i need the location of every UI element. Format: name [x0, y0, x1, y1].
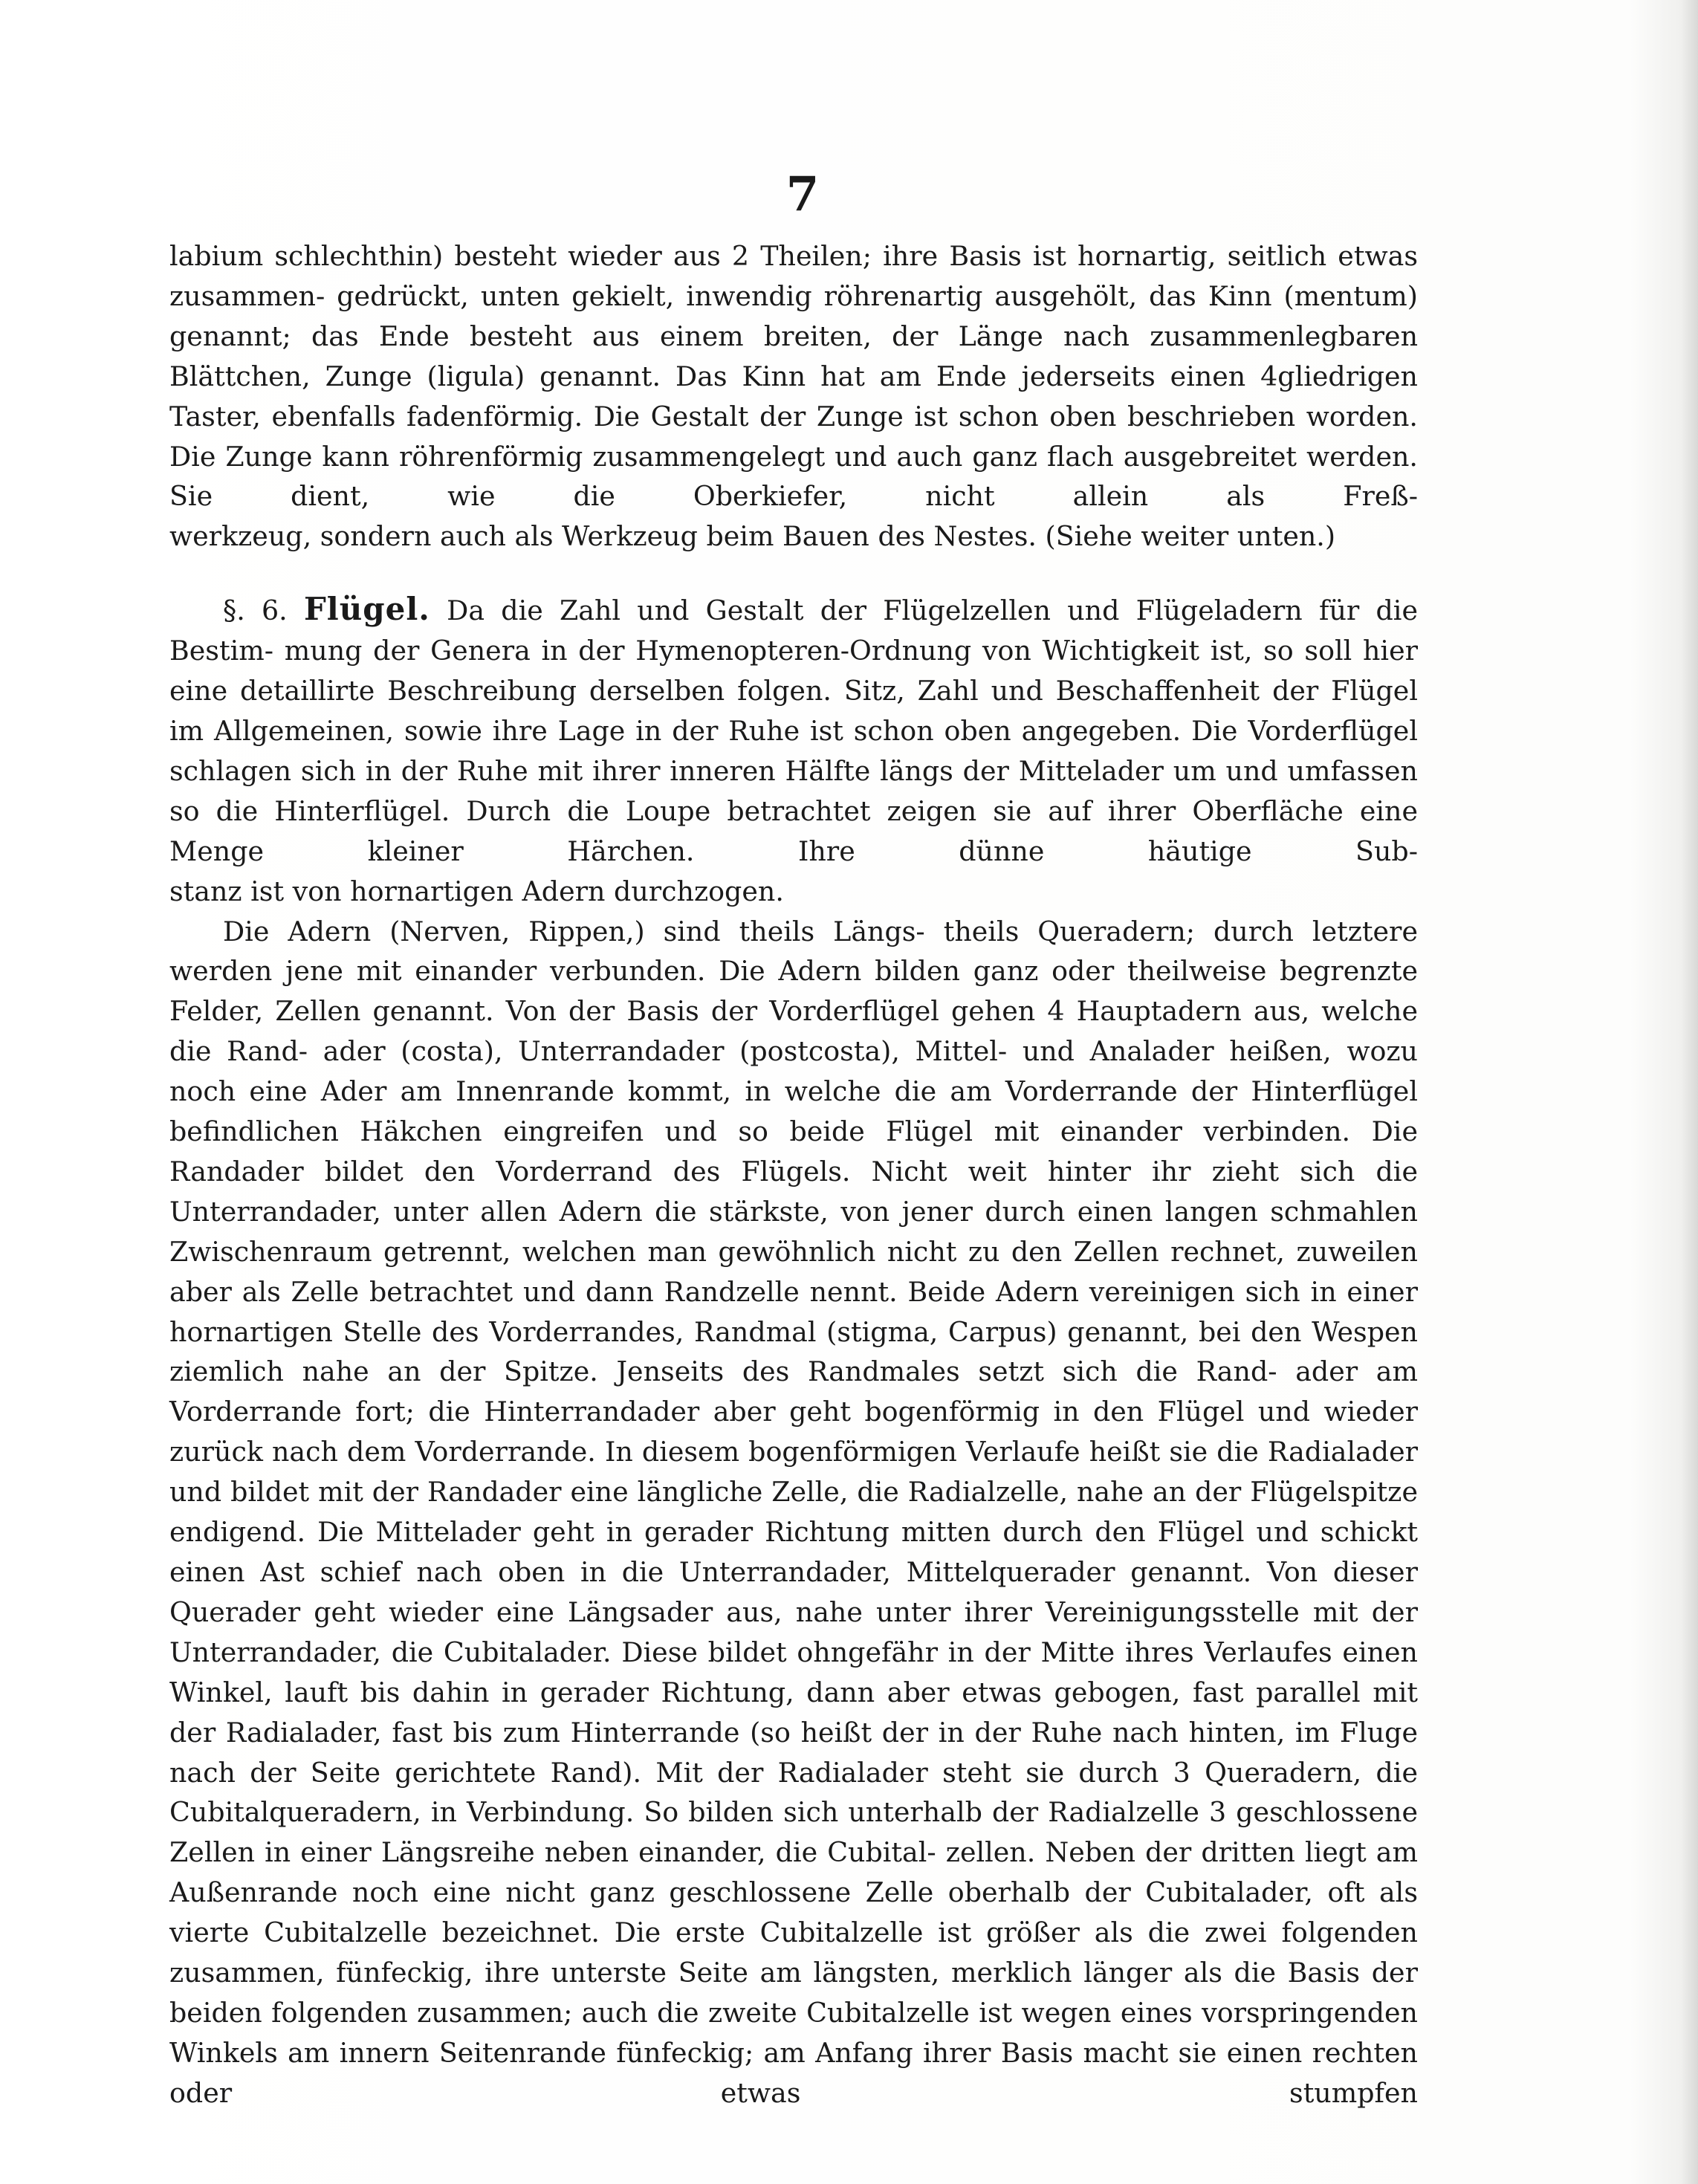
text-line: beiden folgenden zusammen; auch die zweite Cubitalzelle ist wegen eines vorspringenden Winkels am — [169, 1996, 1418, 2069]
text-line: ader am Vorderrande fort; die Hinterrandader aber geht bogenförmig in den Flügel und wieder — [169, 1355, 1419, 1428]
text-line: ihre Lage in der Ruhe ist schon oben angegeben. Die Vorderflügel schlagen sich in der Ruhe mit — [169, 714, 1418, 787]
text-line: genannt. Von der Basis der Vorderflügel gehen 4 Hauptadern aus, welche die Rand- — [169, 995, 1418, 1068]
paragraph-adern — [169, 912, 1418, 2113]
text-line: Das Kinn hat am Ende jederseits einen 4gliedrigen Taster, ebenfalls fadenförmig. Die — [169, 360, 1418, 432]
section-number: §. 6. — [223, 594, 288, 627]
text-line: Die Mittelader geht in gerader Richtung mitten durch den Flügel und schickt einen Ast schief — [169, 1516, 1418, 1588]
text-line: zurück nach dem Vorderrande. In diesem bogenförmigen Verlaufe heißt sie die Radialader und — [169, 1436, 1418, 1509]
text-line: Richtung, dann aber etwas gebogen, fast parallel mit der Radialader, fast bis zum Hinterrande — [169, 1676, 1419, 1749]
section-heading: Flügel. — [303, 591, 430, 628]
text-line: mung der Genera in der Hymenopteren-Ordnung von Wichtigkeit ist, so soll hier eine detaillirte — [169, 635, 1418, 707]
text-line: (so heißt der in der Ruhe nach hinten, im Fluge nach der Seite gerichtete Rand). Mit der — [169, 1716, 1419, 1789]
text-line: des Flügels. Nicht weit hinter ihr zieht sich die Unterrandader, unter allen Adern die — [169, 1155, 1418, 1228]
text-line: Die Adern (Nerven, Rippen,) sind theils Längs- theils Queradern; durch letztere werden — [169, 915, 1418, 988]
text-line: eingreifen und so beide Flügel mit einander verbinden. Die Randader bildet den Vorderrand — [169, 1115, 1418, 1187]
text-line: Diese bildet ohngefähr in der Mitte ihres Verlaufes einen Winkel, lauft bis dahin in gerader — [169, 1636, 1418, 1708]
text-line: zellen. Neben der dritten liegt am Außenrande noch eine nicht ganz geschlossene Zelle oberhalb — [169, 1836, 1418, 1909]
page-number: 7 — [785, 166, 820, 222]
text-line: genannt, bei den Wespen ziemlich nahe an der Spitze. Jenseits des Randmales setzt sich die Rand- — [169, 1315, 1418, 1388]
paragraph-fluegel-end — [169, 872, 1418, 912]
text-line: stärkste, von jener durch einen langen schmahlen Zwischenraum getrennt, welchen man gewöhnlich — [169, 1195, 1418, 1268]
text-line: nach oben in die Unterrandader, Mittelquerader genannt. Von dieser Querader geht wieder — [169, 1556, 1418, 1628]
text-line: folgenden zusammen, fünfeckig, ihre unterste Seite am längsten, merklich länger als die Basis der — [169, 1916, 1418, 1989]
text-line: bildet mit der Randader eine längliche Zelle, die Radialzelle, nahe an der Flügelspitze endigend. — [169, 1476, 1418, 1549]
paragraph-labium — [169, 236, 1418, 516]
text-line: nicht zu den Zellen rechnet, zuweilen aber als Zelle betrachtet und dann Randzelle nennt. Beide — [169, 1235, 1418, 1308]
text-line: Gestalt der Zunge ist schon oben beschrieben worden. Die Zunge kann röhrenförmig zusammengelegt — [169, 400, 1418, 473]
text-line: Adern vereinigen sich in einer hornartigen Stelle des Vorderrandes, Randmal (stigma, Carpus) — [169, 1275, 1418, 1348]
text-line: Da die Zahl und Gestalt der Flügelzellen und Flügeladern für die Bestim- — [169, 594, 1418, 667]
text-line: Beschreibung derselben folgen. Sitz, Zahl und Beschaffenheit der Flügel im Allgemeinen, sowie — [169, 675, 1418, 747]
text-line: betrachtet zeigen sie auf ihrer Oberfläche eine Menge kleiner Härchen. Ihre dünne häutige Sub- — [169, 794, 1418, 867]
text-line: stanz ist von hornartigen Adern durchzogen. — [169, 875, 784, 907]
text-line: jene mit einander verbunden. Die Adern bilden ganz oder theilweise begrenzte Felder, Zellen — [169, 955, 1418, 1028]
paragraph-gap — [169, 557, 1418, 589]
text-line: Radialader steht sie durch 3 Queradern, die Cubitalqueradern, in Verbindung. So bilden sich — [169, 1756, 1418, 1829]
text-line: und auch ganz flach ausgebreitet werden. Sie dient, wie die Oberkiefer, nicht allein als Freß- — [169, 440, 1418, 513]
text-line: der Cubitalader, oft als vierte Cubitalzelle bezeichnet. Die erste Cubitalzelle ist größer als die zwei — [169, 1876, 1418, 1949]
text-line: ihrer inneren Hälfte längs der Mittelader um und umfassen so die Hinterflügel. Durch die Loupe — [169, 754, 1418, 827]
text-line: unterhalb der Radialzelle 3 geschlossene Zellen in einer Längsreihe neben einander, die Cubital- — [169, 1796, 1418, 1869]
body-text — [169, 236, 1418, 2113]
text-line: labium schlechthin) besteht wieder aus 2 Theilen; ihre Basis ist hornartig, seitlich etwas zusammen- — [169, 240, 1418, 312]
text-line: eine Längsader aus, nahe unter ihrer Vereinigungsstelle mit der Unterrandader, die Cubitalader. — [169, 1595, 1418, 1668]
paragraph-fluegel — [169, 589, 1418, 871]
text-line: ader (costa), Unterrandader (postcosta), Mittel- und Analader heißen, wozu noch eine — [169, 1035, 1418, 1108]
paragraph-labium-end — [169, 516, 1418, 557]
text-line: besteht aus einem breiten, der Länge nach zusammenlegbaren Blättchen, Zunge (ligula) genannt. — [169, 320, 1418, 392]
text-line: werkzeug, sondern auch als Werkzeug beim Bauen des Nestes. (Siehe weiter unten.) — [169, 520, 1336, 553]
text-line: gedrückt, unten gekielt, inwendig röhrenartig ausgehölt, das Kinn (mentum) genannt; das Ende — [169, 279, 1418, 352]
text-line: Ader am Innenrande kommt, in welche die am Vorderrande der Hinterflügel befindlichen Häkchen — [169, 1075, 1418, 1148]
text-line: innern Seitenrande fünfeckig; am Anfang ihrer Basis macht sie einen rechten oder etwas stumpfen — [169, 2036, 1418, 2109]
